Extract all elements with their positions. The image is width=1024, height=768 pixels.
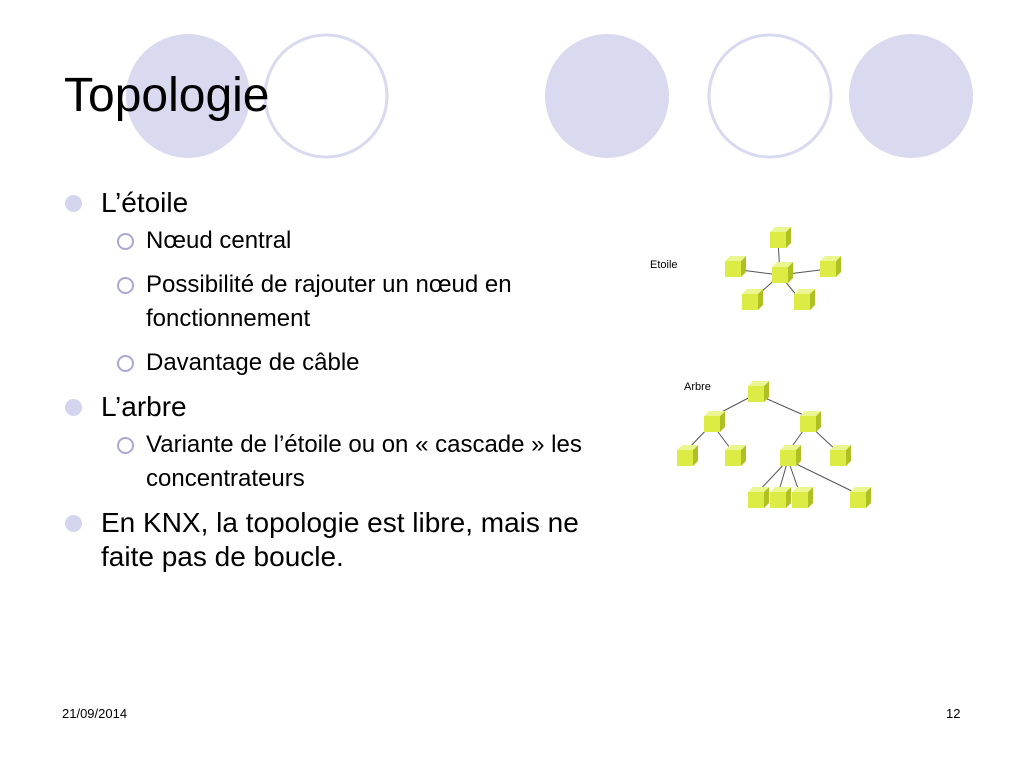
tree-node [800,411,821,432]
tree-leaf-node [748,487,769,508]
sub-bullet [64,428,594,496]
ring-bullet-icon [117,355,134,372]
sub-bullet-text: Nœud central [146,227,292,254]
deco-circle-outline-1 [265,35,387,157]
bullet-tree [64,390,594,496]
star-node [794,289,815,310]
bullet-list [64,186,594,580]
tree-node [725,445,746,466]
ring-bullet-icon [117,233,134,250]
tree-diagram-label: Arbre [684,381,711,393]
bullet-knx [64,506,594,574]
sub-bullet [64,224,594,258]
star-node [725,256,746,277]
tree-leaf-node [850,487,871,508]
star-diagram-label: Etoile [650,259,678,271]
star-node [820,256,841,277]
bullet-text: En KNX, la topologie est libre, mais ne faite pas de boucle. [101,507,579,572]
bullet-dot-icon [65,195,82,212]
star-node [742,289,763,310]
deco-circle-filled-2 [545,34,669,158]
deco-circle-outline-2 [709,35,831,157]
tree-topology-diagram [660,372,900,522]
sub-bullet-text: Possibilité de rajouter un nœud en fonctionnement [146,271,512,332]
tree-node [677,445,698,466]
tree-node [704,411,725,432]
sub-bullet [64,268,594,336]
tree-links [685,394,858,494]
deco-circle-filled-3 [849,34,973,158]
footer-date: 21/09/2014 [62,706,128,721]
star-hub-node [772,262,793,283]
sub-bullet-text: Variante de l’étoile ou on « cascade » les concentrateurs [146,431,582,492]
sub-bullet-text: Davantage de câble [146,349,360,376]
ring-bullet-icon [117,437,134,454]
ring-bullet-icon [117,277,134,294]
tree-node [830,445,851,466]
tree-root-node [748,381,769,402]
bullet-text: L’étoile [101,187,189,218]
sub-bullet-list [101,224,594,380]
slide-title: Topologie [64,69,270,122]
bullet-dot-icon [65,515,82,532]
bullet-star [64,186,594,380]
tree-node [780,445,801,466]
star-topology-diagram [640,222,860,322]
page-number: 12 [946,706,961,721]
bullet-text: L’arbre [101,391,187,422]
sub-bullet [64,346,594,380]
tree-leaf-node [792,487,813,508]
tree-leaf-node [770,487,791,508]
star-node [770,227,791,248]
bullet-dot-icon [65,399,82,416]
sub-bullet-list [101,428,594,496]
